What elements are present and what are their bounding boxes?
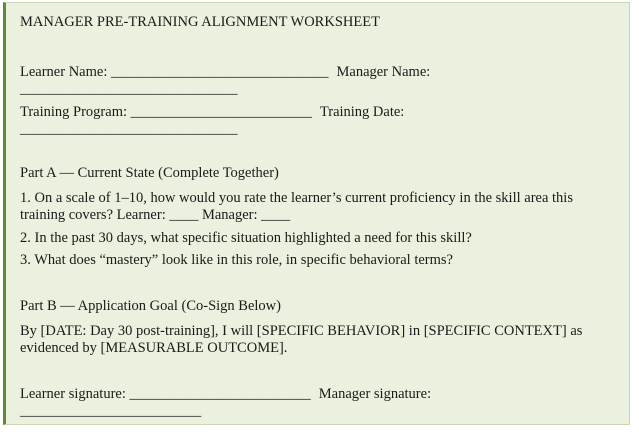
learner-signature-field[interactable]: Learner signature: _________________________: [20, 386, 311, 402]
learner-name-field[interactable]: Learner Name: ______________________________: [20, 64, 329, 80]
signature-row: [20, 386, 619, 403]
worksheet: [3, 2, 630, 425]
part-a-question-2: 2. In the past 30 days, what specific situation highlighted a need for this skill?: [20, 230, 472, 246]
manager-signature-label: Manager signature:: [318, 386, 432, 402]
part-b-heading: Part B — Application Goal (Co-Sign Below): [20, 298, 281, 314]
training-program-field[interactable]: Training Program: _________________________: [20, 104, 312, 120]
part-a-question-3: 3. What does “mastery” look like in this role, in specific behavioral terms?: [20, 252, 453, 268]
part-a-question-1: 1. On a scale of 1–10, how would you rate the learner’s current proficiency in the skill area this training covers? Learner: ____ Manager: ____: [20, 190, 573, 223]
manager-name-label: Manager Name:: [336, 64, 431, 80]
program-date-row: [20, 104, 619, 121]
part-b-goal: By [DATE: Day 30 post-training], I will [SPECIFIC BEHAVIOR] in [SPECIFIC CONTEXT] as evidenced by [MEASURABLE OUTCOME].: [20, 323, 583, 356]
worksheet-title: MANAGER PRE-TRAINING ALIGNMENT WORKSHEET: [20, 14, 380, 30]
manager-signature-field[interactable]: _________________________: [20, 403, 202, 419]
training-date-label: Training Date:: [319, 104, 405, 120]
learner-manager-name-row: [20, 64, 619, 81]
training-date-field[interactable]: ______________________________: [20, 121, 238, 137]
manager-name-field[interactable]: ______________________________: [20, 81, 238, 97]
part-a-heading: Part A — Current State (Complete Together): [20, 165, 279, 181]
